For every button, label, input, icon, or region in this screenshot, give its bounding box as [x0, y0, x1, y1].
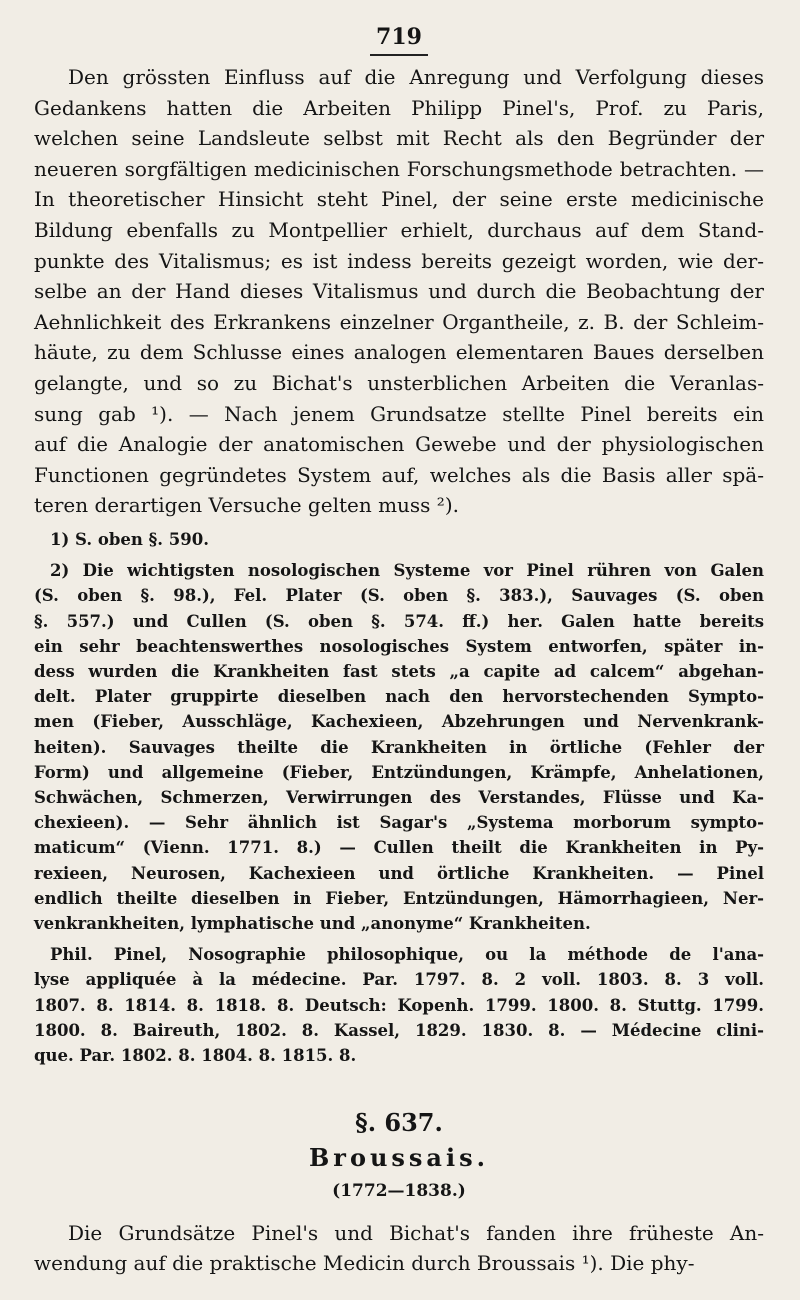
reference-block [34, 942, 764, 1068]
text-line: 2) Die wichtigsten nosologischen Systeme vor Pinel rühren von Galen [50, 561, 764, 581]
text-line: In theoretischer Hinsicht steht Pinel, der seine erste medicinische [34, 187, 764, 212]
text-line: men (Fieber, Ausschläge, Kachexieen, Abzehrungen und Nervenkrank- [34, 712, 764, 732]
text-line: Functionen gegründetes System auf, welches als die Basis aller spä- [34, 462, 764, 487]
text-line: lyse appliquée à la médecine. Par. 1797. 8. 2 voll. 1803. 8. 3 voll. [34, 970, 764, 990]
text-line: welchen seine Landsleute selbst mit Recht als den Begründer der [34, 126, 764, 151]
section-title: Broussais. [309, 1143, 489, 1173]
text-line: teren derartigen Versuche gelten muss ²). [34, 493, 459, 518]
text-line: maticum“ (Vienn. 1771. 8.) — Cullen theilt die Krankheiten in Py- [34, 838, 764, 858]
text-line: Die Grundsätze Pinel's und Bichat's fanden ihre früheste An- [68, 1221, 764, 1246]
text-line: 1800. 8. Baireuth, 1802. 8. Kassel, 1829. 1830. 8. — Médecine clini- [34, 1020, 764, 1040]
footnote-1 [34, 527, 764, 552]
footnote-2 [34, 558, 764, 936]
text-line: rexieen, Neurosen, Kachexieen und örtliche Krankheiten. — Pinel [34, 863, 764, 883]
section-dates: (1772—1838.) [332, 1181, 466, 1202]
text-line: que. Par. 1802. 8. 1804. 8. 1815. 8. [34, 1045, 357, 1065]
text-line: punkte des Vitalismus; es ist indess bereits gezeigt worden, wie der- [34, 248, 764, 273]
text-line: Schwächen, Schmerzen, Verwirrungen des Verstandes, Flüsse und Ka- [34, 787, 764, 807]
text-line: venkrankheiten, lymphatische und „anonyme“ Krankheiten. [34, 913, 591, 933]
main-paragraph [34, 62, 764, 521]
page-number-text: 719 [370, 22, 428, 56]
text-line: delt. Plater gruppirte dieselben nach den hervorstechenden Sympto- [34, 687, 764, 707]
text-line: endlich theilte dieselben in Fieber, Entzündungen, Hämorrhagieen, Ner- [34, 888, 764, 908]
text-line: sung gab ¹). — Nach jenem Grundsatze stellte Pinel bereits ein [34, 401, 764, 426]
text-line: dess wurden die Krankheiten fast stets „a capite ad calcem“ abgehan- [34, 661, 764, 681]
page-number [34, 22, 764, 56]
text-line: Gedankens hatten die Arbeiten Philipp Pinel's, Prof. zu Paris, [34, 95, 764, 120]
footnotes [34, 527, 764, 1068]
text-line: häute, zu dem Schlusse eines analogen elementaren Baues derselben [34, 340, 764, 365]
text-line: (S. oben §. 98.), Fel. Plater (S. oben §. 383.), Sauvages (S. oben [34, 586, 764, 606]
text-line: §. 557.) und Cullen (S. oben §. 574. ff.) her. Galen hatte bereits [34, 611, 764, 631]
text-line: ein sehr beachtenswerthes nosologisches System entworfen, später in- [34, 636, 764, 656]
text-line: auf die Analogie der anatomischen Gewebe und der physiologischen [34, 432, 764, 457]
text-line: selbe an der Hand dieses Vitalismus und durch die Beobachtung der [34, 279, 764, 304]
text-line: chexieen). — Sehr ähnlich ist Sagar's „Systema morborum sympto- [34, 813, 764, 833]
text-line: Aehnlichkeit des Erkrankens einzelner Organtheile, z. B. der Schleim- [34, 309, 764, 334]
text-line: Phil. Pinel, Nosographie philosophique, ou la méthode de l'ana- [50, 945, 764, 965]
footnote-1-text: 1) S. oben §. 590. [50, 529, 209, 549]
text-line: heiten). Sauvages theilte die Krankheiten in örtliche (Fehler der [34, 737, 764, 757]
section-body [34, 1218, 764, 1278]
text-line: Bildung ebenfalls zu Montpellier erhielt, durchaus auf dem Stand- [34, 217, 764, 242]
text-line: 1807. 8. 1814. 8. 1818. 8. Deutsch: Kopenh. 1799. 1800. 8. Stuttg. 1799. [34, 995, 764, 1015]
text-line: gelangte, und so zu Bichat's unsterblichen Arbeiten die Veranlas- [34, 370, 764, 395]
text-line: Form) und allgemeine (Fieber, Entzündungen, Krämpfe, Anhelationen, [34, 762, 764, 782]
text-line: wendung auf die praktische Medicin durch Broussais ¹). Die phy- [34, 1251, 695, 1276]
text-line: neueren sorgfältigen medicinischen Forschungsmethode betrachten. — [34, 156, 764, 181]
text-line: Den grössten Einfluss auf die Anregung und Verfolgung dieses [68, 65, 764, 89]
section-number: §. 637. [355, 1108, 443, 1138]
